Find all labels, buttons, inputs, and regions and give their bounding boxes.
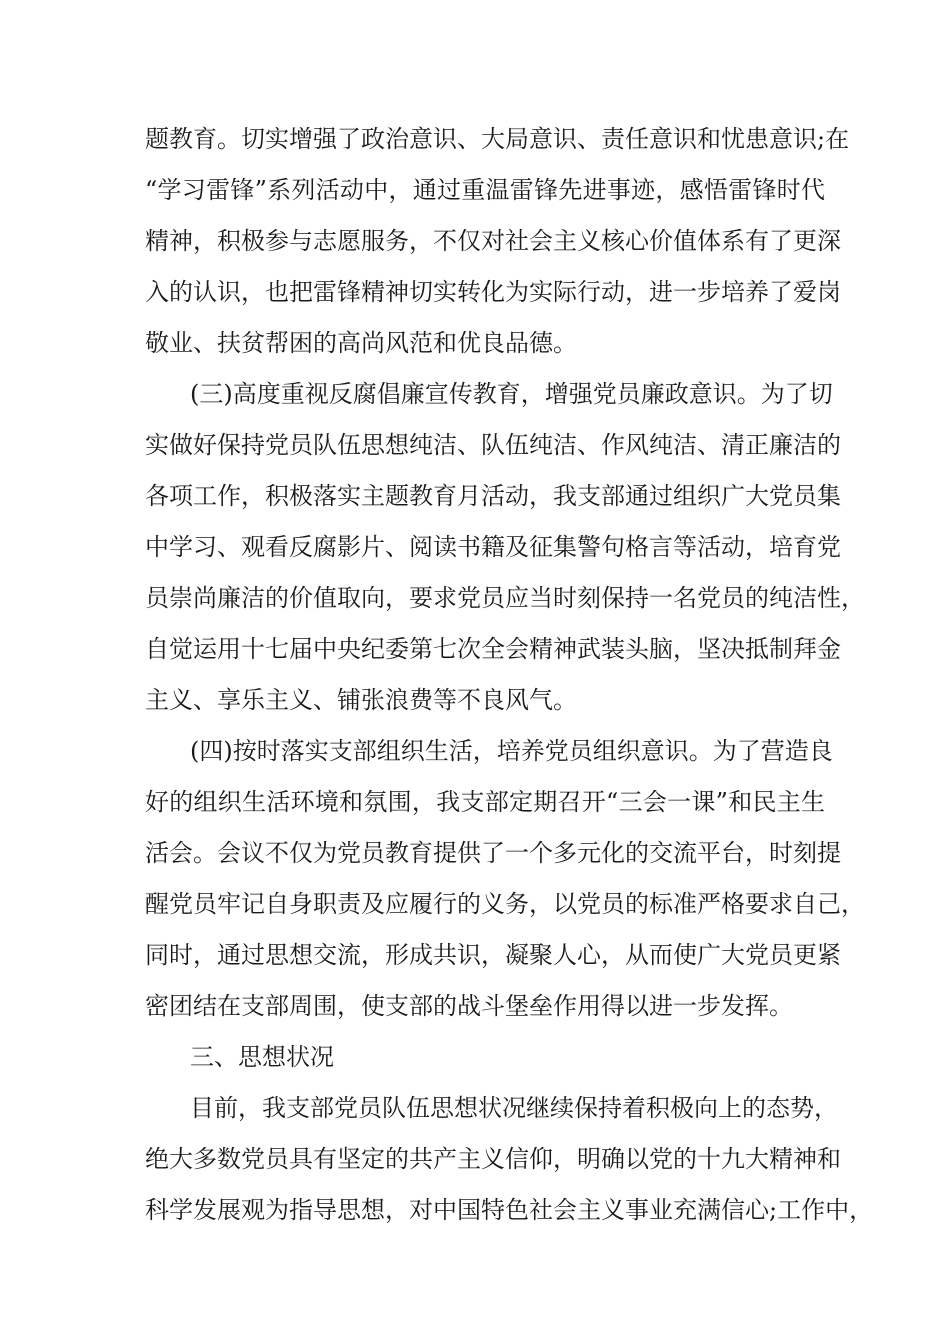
text-line-20: 目前，我支部党员队伍思想状况继续保持着积极向上的态势， [190,1094,838,1122]
text-line-18: 密团结在支部周围，使支部的战斗堡垒作用得以进一步发挥。 [145,992,793,1020]
text-line-8: 各项工作，积极落实主题教育月活动，我支部通过组织广大党员集 [145,482,841,510]
text-line-1: 题教育。切实增强了政治意识、大局意识、责任意识和忧患意识;在 [145,125,850,153]
text-line-22: 科学发展观为指导思想，对中国特色社会主义事业充满信心;工作中， [145,1196,874,1224]
text-line-16: 醒党员牢记自身职责及应履行的义务，以党员的标准严格要求自己， [145,890,865,918]
text-line-10: 员崇尚廉洁的价值取向，要求党员应当时刻保持一名党员的纯洁性， [145,584,865,612]
text-line-3: 精神，积极参与志愿服务，不仅对社会主义核心价值体系有了更深 [145,227,841,255]
text-line-21: 绝大多数党员具有坚定的共产主义信仰，明确以党的十九大精神和 [145,1145,841,1173]
text-line-9: 中学习、观看反腐影片、阅读书籍及征集警句格言等活动，培育党 [145,533,841,561]
section-title-thought-status: 三、思想状况 [190,1043,334,1071]
text-line-12: 主义、享乐主义、铺张浪费等不良风气。 [145,686,577,714]
section-heading-3: (三)高度重视反腐倡廉宣传教育，增强党员廉政意识。为了切 [190,380,833,408]
section-heading-4: (四)按时落实支部组织生活，培养党员组织意识。为了营造良 [190,737,833,765]
text-line-5: 敬业、扶贫帮困的高尚风范和优良品德。 [145,329,577,357]
text-line-4: 入的认识，也把雷锋精神切实转化为实际行动，进一步培养了爱岗 [145,278,841,306]
text-line-2: “学习雷锋”系列活动中，通过重温雷锋先进事迹，感悟雷锋时代 [145,176,825,204]
text-line-14: 好的组织生活环境和氛围，我支部定期召开“三会一课”和民主生 [145,788,825,816]
text-line-17: 同时，通过思想交流，形成共识，凝聚人心，从而使广大党员更紧 [145,941,841,969]
text-line-7: 实做好保持党员队伍思想纯洁、队伍纯洁、作风纯洁、清正廉洁的 [145,431,841,459]
text-line-11: 自觉运用十七届中央纪委第七次全会精神武装头脑，坚决抵制拜金 [145,635,841,663]
text-line-15: 活会。会议不仅为党员教育提供了一个多元化的交流平台，时刻提 [145,839,841,867]
